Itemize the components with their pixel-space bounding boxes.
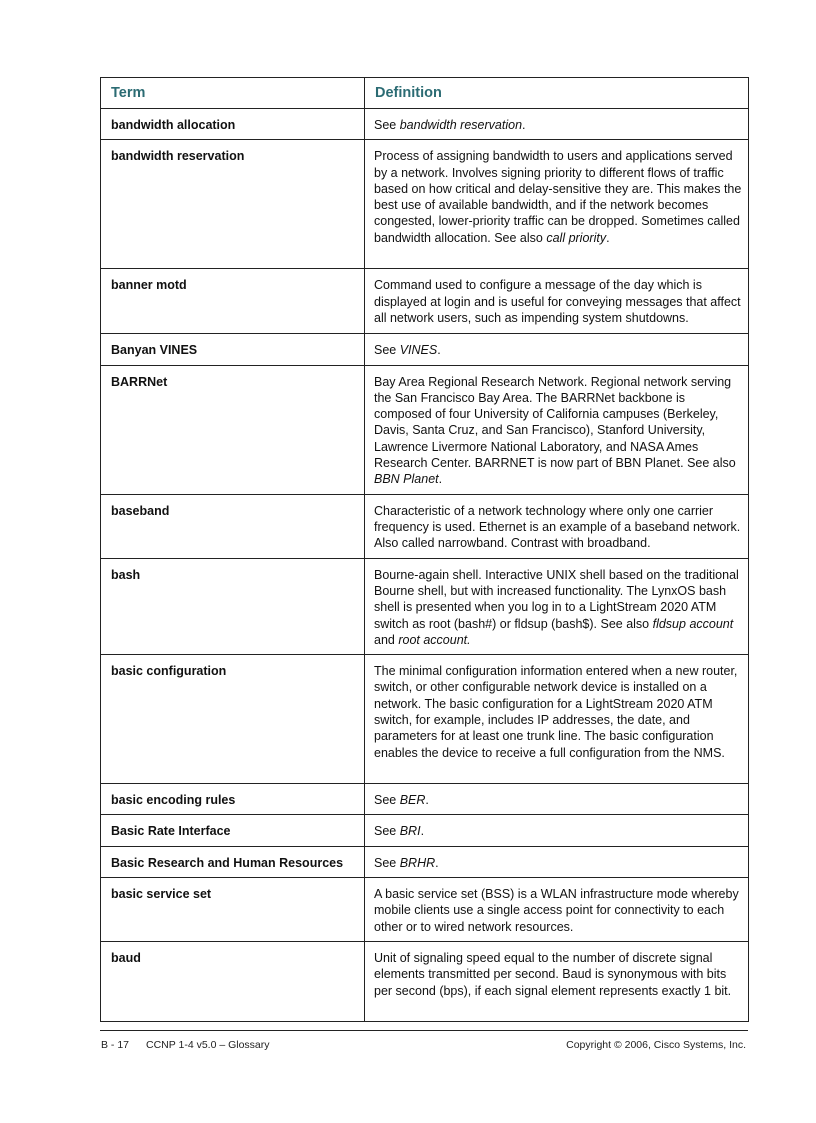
definition-cell xyxy=(365,784,749,815)
definition-cell xyxy=(365,846,749,877)
definition-text: . xyxy=(437,343,441,358)
table-row xyxy=(101,494,749,558)
cross-reference: root account. xyxy=(398,632,471,647)
table-row xyxy=(101,878,749,942)
definition-text: See xyxy=(374,855,400,870)
table-row xyxy=(101,269,749,334)
definition-text: Bourne-again shell. Interactive UNIX shell based on the traditional Bourne shell, but with increased functionality. The LynxOS bash shell is presented when you log in to a LightStream 2020 ATM switch as root (bash#) or fldsup (bash$). See also xyxy=(374,567,739,631)
cross-reference: fldsup account xyxy=(652,616,734,631)
definition-text: See xyxy=(374,824,400,839)
definition-text: See xyxy=(374,793,400,808)
term-cell: Basic Research and Human Resources xyxy=(101,846,365,877)
cross-reference: VINES xyxy=(399,343,438,358)
glossary-table xyxy=(100,77,749,1022)
term-cell: bandwidth allocation xyxy=(101,109,365,140)
term-cell: basic configuration xyxy=(101,655,365,784)
copyright-notice: Copyright © 2006, Cisco Systems, Inc. xyxy=(566,1039,746,1051)
table-row xyxy=(101,846,749,877)
definition-cell xyxy=(365,558,749,654)
table-row xyxy=(101,109,749,140)
definition-cell xyxy=(365,942,749,1022)
table-row xyxy=(101,140,749,269)
definition-cell xyxy=(365,140,749,269)
definition-cell xyxy=(365,269,749,334)
footer-divider xyxy=(100,1030,748,1031)
table-row xyxy=(101,815,749,846)
table-row xyxy=(101,784,749,815)
definition-text: . xyxy=(435,855,439,870)
cross-reference: BRHR xyxy=(399,855,436,870)
definition-text: . xyxy=(438,472,443,487)
table-row xyxy=(101,655,749,784)
cross-reference: BER xyxy=(399,793,426,808)
document-title: CCNP 1-4 v5.0 – Glossary xyxy=(146,1039,270,1051)
definition-cell xyxy=(365,334,749,365)
term-cell: basic encoding rules xyxy=(101,784,365,815)
definition-cell xyxy=(365,655,749,784)
table-row xyxy=(101,365,749,494)
definition-text: . xyxy=(522,118,526,132)
definition-text: . xyxy=(606,230,610,245)
column-header-term: Term xyxy=(101,78,365,109)
definition-text: A basic service set (BSS) is a WLAN infrastructure mode whereby mobile clients use a single access point for connectivity to each other or to wired network resources. xyxy=(374,887,739,934)
definition-text: . xyxy=(425,793,429,808)
definition-text: Command used to configure a message of the day which is displayed at login and is useful for conveying messages that affect all network users, such as impending system shutdowns. xyxy=(374,278,741,325)
definition-text: Bay Area Regional Research Network. Regional network serving the San Francisco Bay Area. The BARRNet backbone is composed of four University of California campuses (Berkeley, Davis, Santa Cruz, and San Francisco), Stanford University, Lawrence Livermore National Laboratory, and NASA Ames Research Center. BARRNET is now part of BBN Planet. See also xyxy=(374,374,736,471)
definition-text: The minimal configuration information entered when a new router, switch, or other configurable network device is installed on a network. The basic configuration for a LightStream 2020 ATM switch, for example, includes IP addresses, the date, and parameters for at least one trunk line. The basic configuration enables the device to receive a full configuration from the NMS. xyxy=(374,664,738,760)
cross-reference: BBN Planet xyxy=(374,472,439,487)
cross-reference: call priority xyxy=(546,230,607,245)
definition-cell xyxy=(365,815,749,846)
table-header-row xyxy=(101,78,749,109)
term-cell: baseband xyxy=(101,494,365,558)
term-cell: baud xyxy=(101,942,365,1022)
definition-cell xyxy=(365,109,749,140)
term-cell: BARRNet xyxy=(101,365,365,494)
definition-cell xyxy=(365,878,749,942)
term-cell: Basic Rate Interface xyxy=(101,815,365,846)
definition-text: . xyxy=(420,824,425,839)
term-cell: banner motd xyxy=(101,269,365,334)
definition-cell xyxy=(365,494,749,558)
cross-reference: bandwidth reservation xyxy=(399,118,523,132)
table-row xyxy=(101,942,749,1022)
table-row xyxy=(101,334,749,365)
definition-text: See xyxy=(374,118,400,132)
definition-text: and xyxy=(374,632,399,647)
definition-text: See xyxy=(374,343,400,358)
column-header-definition: Definition xyxy=(365,78,749,109)
definition-text: Characteristic of a network technology where only one carrier frequency is used. Ethernet is an example of a baseband network. Also called narrowband. Contrast with broadband. xyxy=(374,503,741,551)
term-cell: basic service set xyxy=(101,878,365,942)
definition-text: Unit of signaling speed equal to the number of discrete signal elements transmitted per second. Baud is synonymous with bits per second (bps), if each signal element represents exactly 1 bit. xyxy=(374,951,732,998)
term-cell: Banyan VINES xyxy=(101,334,365,365)
definition-text: Process of assigning bandwidth to users and applications served by a network. Involves signing priority to different flows of traffic based on how critical and delay-sensitive they are. This makes the best use of available bandwidth, and if the network becomes congested, lower-priority traffic can be dropped. Sometimes called bandwidth allocation. See also xyxy=(374,149,742,245)
table-row xyxy=(101,558,749,654)
term-cell: bandwidth reservation xyxy=(101,140,365,269)
definition-cell xyxy=(365,365,749,494)
cross-reference: BRI xyxy=(399,824,421,839)
page-number: B - 17 xyxy=(101,1039,130,1051)
term-cell: bash xyxy=(101,558,365,654)
